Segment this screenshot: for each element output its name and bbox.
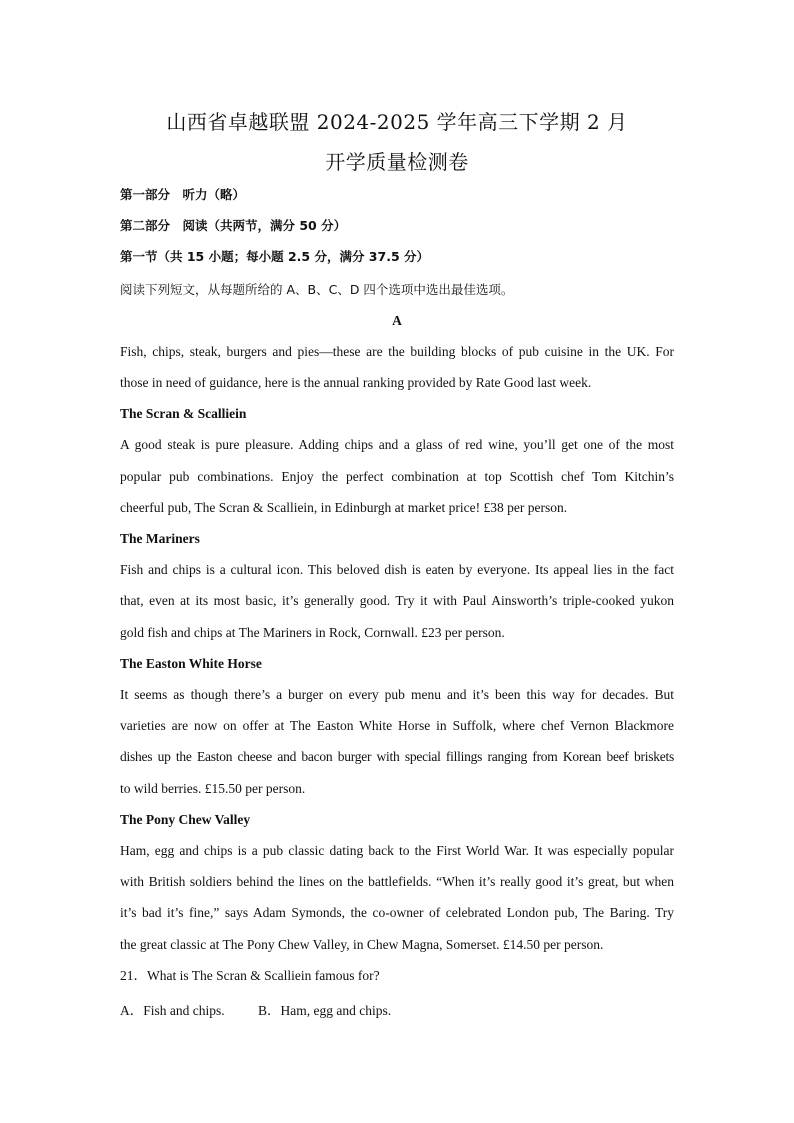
pony-line-3: it’s bad it’s fine,” says Adam Symonds, the co-owner of celebrated London pub, The Baring. Try [120, 905, 674, 920]
easton-line-2: varieties are now on offer at The Easton White Horse in Suffolk, where chef Vernon Blackmore [120, 718, 674, 733]
pony-line-2: with British soldiers behind the lines on the battlefields. “When it’s really good it’s great, but when [120, 874, 674, 889]
easton-line-1: It seems as though there’s a burger on every pub menu and it’s been this way for decades. But [120, 687, 674, 702]
item-heading-scran: The Scran & Scalliein [120, 406, 247, 421]
instruction-text: 阅读下列短文，从每题所给的 A、B、C、D 四个选项中选出最佳选项。 [120, 282, 514, 297]
intro-line-2: those in need of guidance, here is the annual ranking provided by Rate Good last week. [120, 375, 592, 390]
item-heading-easton: The Easton White Horse [120, 656, 262, 671]
question-21-option-a: A．Fish and chips. [120, 1003, 225, 1018]
mariners-line-3: gold fish and chips at The Mariners in Rock, Cornwall. £23 per person. [120, 625, 505, 640]
scran-line-1: A good steak is pure pleasure. Adding chips and a glass of red wine, you’ll get one of the most [120, 437, 674, 452]
document-title-line1: 山西省卓越联盟 2024-2025 学年高三下学期 2 月 [166, 110, 628, 134]
easton-line-4: to wild berries. £15.50 per person. [120, 781, 306, 796]
scran-line-3: cheerful pub, The Scran & Scalliein, in Edinburgh at market price! £38 per person. [120, 500, 568, 515]
document-title-line2: 开学质量检测卷 [325, 150, 469, 174]
easton-line-3: dishes up the Easton cheese and bacon burger with special fillings ranging from Korean beef briskets [120, 749, 674, 764]
passage-label: A [392, 313, 402, 328]
item-heading-mariners: The Mariners [120, 531, 200, 546]
mariners-line-1: Fish and chips is a cultural icon. This beloved dish is eaten by everyone. Its appeal lies in the fact [120, 562, 674, 577]
part2-heading: 第二部分 阅读（共两节，满分 50 分） [120, 218, 347, 233]
part1-heading: 第一部分 听力（略） [120, 187, 246, 202]
question-21-stem: 21．What is The Scran & Scalliein famous for? [120, 968, 380, 983]
item-heading-pony: The Pony Chew Valley [120, 812, 251, 827]
question-21-option-b: B．Ham, egg and chips. [258, 1003, 392, 1018]
section1-heading: 第一节（共 15 小题；每小题 2.5 分，满分 37.5 分） [120, 249, 429, 264]
pony-line-1: Ham, egg and chips is a pub classic dating back to the First World War. It was especially popular [120, 843, 674, 858]
scran-line-2: popular pub combinations. Enjoy the perfect combination at top Scottish chef Tom Kitchin’s [120, 469, 674, 484]
mariners-line-2: that, even at its most basic, it’s generally good. Try it with Paul Ainsworth’s triple-cooked yukon [120, 593, 674, 608]
pony-line-4: the great classic at The Pony Chew Valley, in Chew Magna, Somerset. £14.50 per person. [120, 937, 604, 952]
intro-line-1: Fish, chips, steak, burgers and pies—these are the building blocks of pub cuisine in the UK. For [120, 344, 674, 359]
